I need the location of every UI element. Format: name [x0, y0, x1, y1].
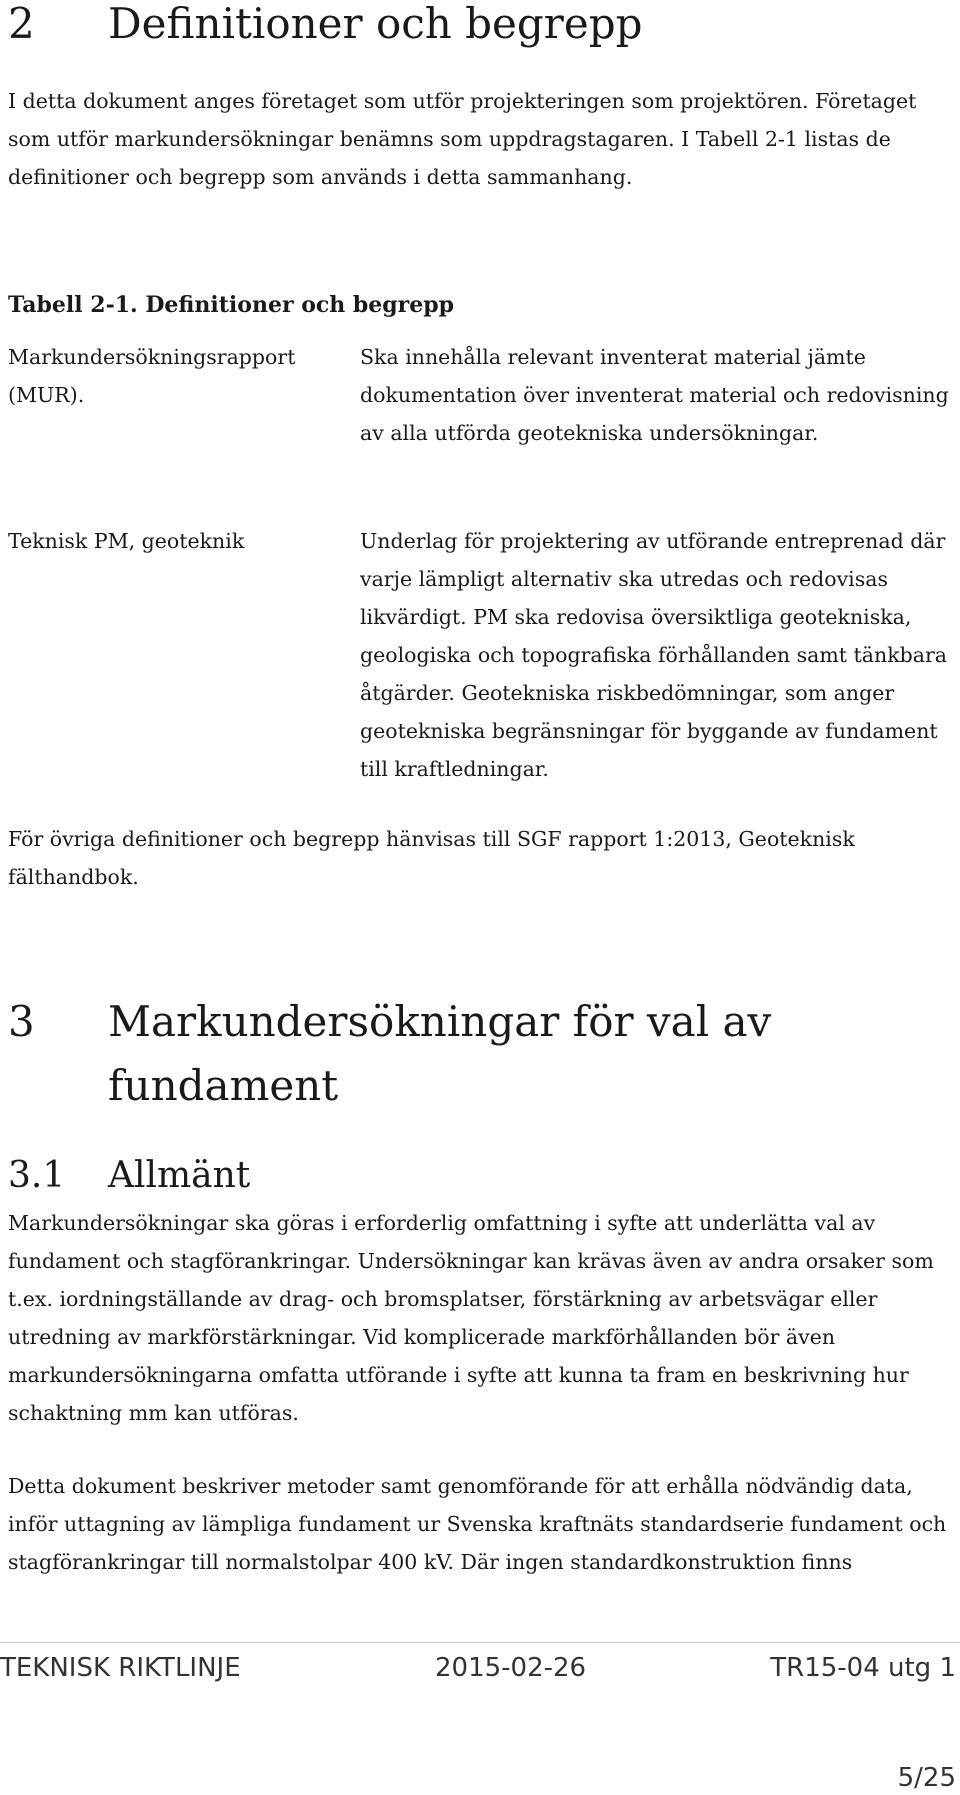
- section-3-heading: [8, 990, 771, 1118]
- section-2-closing: För övriga definitioner och begrepp hänvisas till SGF rapport 1:2013, Geoteknisk fälthandbok.: [8, 827, 855, 889]
- section-2-heading: [8, 0, 643, 48]
- subsection-3-1-title: Allmänt: [108, 1155, 251, 1196]
- subsection-3-1-number: 3.1: [8, 1155, 66, 1196]
- footer-date: 2015-02-26: [435, 1653, 587, 1683]
- section-3-title-line2: fundament: [108, 1061, 339, 1110]
- section-3-number: 3: [8, 997, 35, 1046]
- section-2-title: Definitioner och begrepp: [108, 0, 643, 48]
- section-3-paragraph-1: Markundersökningar ska göras i erforderlig omfattning i syfte att underlätta val av fundament och stagförankringar. Undersökningar kan krävas även av andra orsaker som t.ex. iordningställande av drag- och bromsplatser, förstärkning av arbetsvägar eller utredning av markförstärkningar. Vid komplicerade markförhållanden bör även markundersökningarna omfatta utförande i syfte att kunna ta fram en beskrivning hur schaktning mm kan utföras.: [8, 1211, 934, 1425]
- table-definition-2: Underlag för projektering av utförande entreprenad där varje lämpligt alternativ ska utredas och redovisas likvärdigt. PM ska redovisa översiktliga geotekniska, geologiska och topografiska förhållanden samt tänkbara åtgärder. Geotekniska riskbedömningar, som anger geotekniska begränsningar för byggande av fundament till kraftledningar.: [360, 529, 947, 781]
- section-2-number: 2: [8, 0, 35, 48]
- table-caption: Tabell 2-1. Definitioner och begrepp: [8, 292, 455, 318]
- footer-divider: [0, 1642, 960, 1643]
- table-term-1: Markundersökningsrapport (MUR).: [8, 345, 296, 407]
- table-definition-1: Ska innehålla relevant inventerat material jämte dokumentation över inventerat material och redovisning av alla utförda geotekniska undersökningar.: [360, 345, 949, 445]
- footer-doc-type: TEKNISK RIKTLINJE: [0, 1653, 241, 1683]
- section-3-title-line1: Markundersökningar för val av: [108, 997, 772, 1046]
- footer-page-number: 5/25: [897, 1763, 956, 1793]
- subsection-3-1-heading: [8, 1154, 250, 1198]
- section-3-paragraph-2: Detta dokument beskriver metoder samt genomförande för att erhålla nödvändig data, inför uttagning av lämpliga fundament ur Svenska kraftnäts standardserie fundament och stagförankringar till normalstolpar 400 kV. Där ingen standardkonstruktion finns: [8, 1474, 947, 1574]
- footer-doc-id: TR15-04 utg 1: [770, 1653, 956, 1683]
- section-2-intro: I detta dokument anges företaget som utför projekteringen som projektören. Företaget som utför markundersökningar benämns som uppdragstagaren. I Tabell 2-1 listas de definitioner och begrepp som används i detta sammanhang.: [8, 89, 917, 189]
- table-term-2: Teknisk PM, geoteknik: [8, 529, 245, 553]
